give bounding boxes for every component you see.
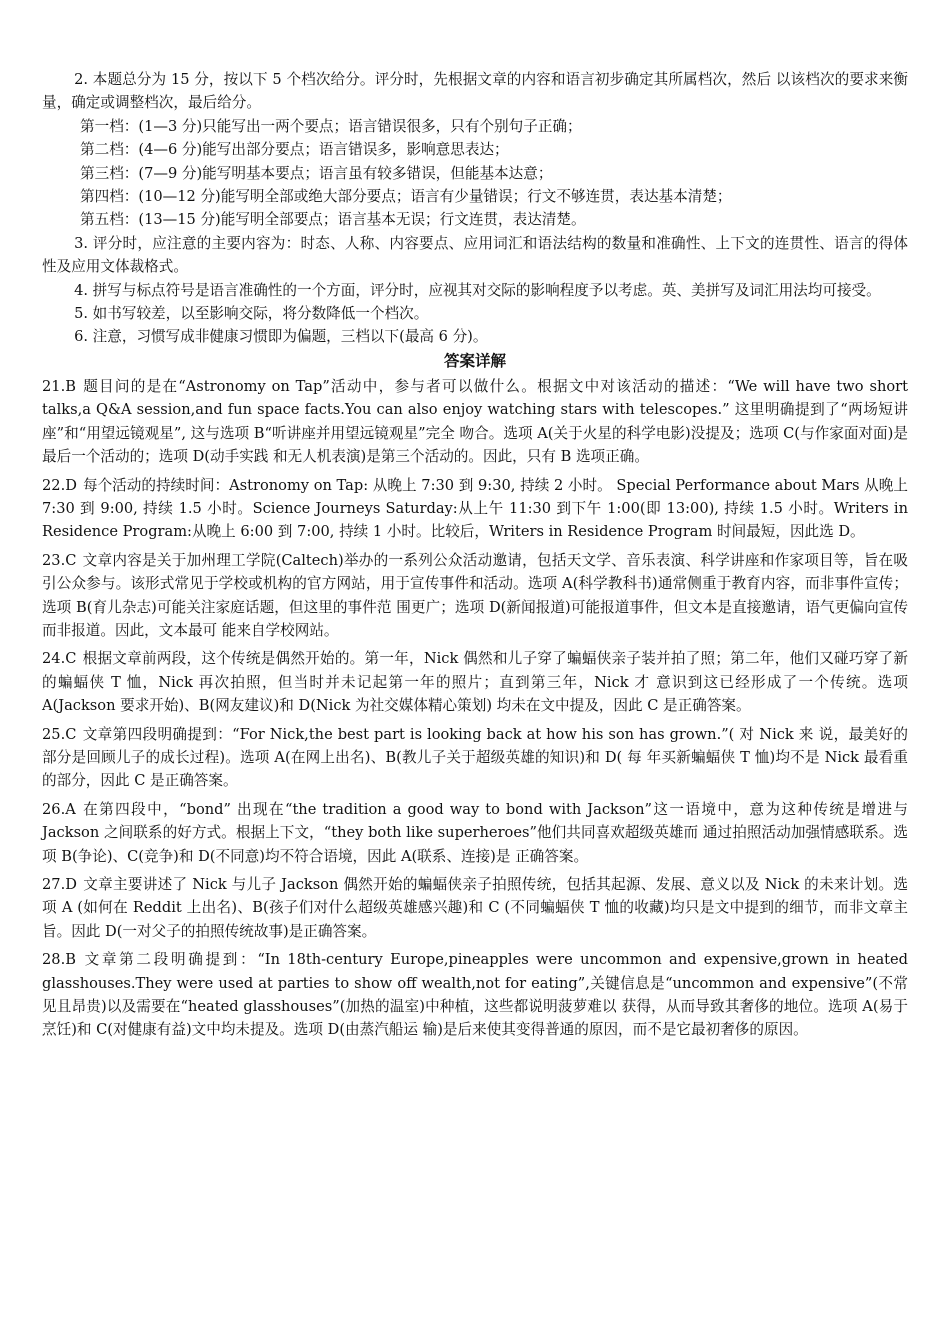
scoring-level-1: 第一档：(1—3 分)只能写出一两个要点；语言错误很多，只有个别句子正确； [80, 117, 582, 135]
answer-number: 26.A [42, 800, 76, 818]
scoring-item-3: 3. 评分时，应注意的主要内容为：时态、人称、内容要点、应用词汇和语法结构的数量和准确性、上下文的连贯性、语言的得体性及应用文体裁格式。 [42, 234, 908, 276]
answers-title: 答案详解 [443, 351, 506, 370]
answer-27 [42, 873, 908, 943]
answer-number: 24.C [42, 650, 77, 668]
answer-explanation: 根据文章前两段，这个传统是偶然开始的。第一年，Nick 偶然和儿子穿了蝙蝠侠亲子装并拍了照；第二年，他们又碰巧穿了新的蝙蝠侠 T 恤，Nick 再次拍照，但当时并未记起第一年的照片；直到第三年，Nick 才 意识到这已经形成了一个传统。选项 A(Jackson 要求开始)、B(网友建议)和 D(Nick 为社交媒体精心策划) 均未在文中提及，因此 C 是正确答案。 [42, 650, 908, 715]
answer-explanation: 题目问的是在“Astronomy on Tap”活动中，参与者可以做什么。根据文中对该活动的描述：“We will have two short talks,a Q&A session,and fun space facts.You can also enjoy watching stars with telescopes.” 这里明确提到了“两场短讲座”和“用望远镜观星”, 这与选项 B“听讲座并用望远镜观星”完全 吻合。选项 A(关于火星的科学电影)没提及；选项 C(与作家面对面)是最后一个活动的；选项 D(动手实践 和无人机表演)是第三个活动的。因此，只有 B 选项正确。 [42, 377, 908, 466]
answer-explanation: 文章主要讲述了 Nick 与儿子 Jackson 偶然开始的蝙蝠侠亲子拍照传统，包括其起源、发展、意义以及 Nick 的未来计划。选项 A (如何在 Reddit 上出名)、B(孩子们对什么超级英雄感兴趣)和 C (不同蝙蝠侠 T 恤的收藏)均只是文中提到的细节，而非文章主旨。因此 D(一对父子的拍照传统故事)是正确答案。 [42, 876, 908, 940]
answer-26 [42, 798, 908, 868]
answer-number: 27.D [42, 876, 77, 893]
scoring-level-5: 第五档：(13—15 分)能写明全部要点；语言基本无误；行文连贯，表达清楚。 [80, 211, 586, 229]
answer-21 [42, 375, 908, 469]
scoring-level-2: 第二档：(4—6 分)能写出部分要点；语言错误多，影响意思表达； [80, 141, 509, 159]
answer-23 [42, 549, 908, 643]
scoring-item-6: 6. 注意，习惯写成非健康习惯即为偏题，三档以下(最高 6 分)。 [74, 328, 488, 346]
answer-number: 21.B [42, 377, 76, 395]
answer-explanation: 在第四段中，“bond” 出现在“the tradition a good way to bond with Jackson”这一语境中，意为这种传统是增进与 Jackson 之间联系的好方式。根据上下文，“they both like superheroes”他们共同喜欢超级英雄而 通过拍照活动加强情感联系。选项 B(争论)、C(竞争)和 D(不同意)均不符合语境，因此 A(联系、连接)是 正确答案。 [42, 800, 908, 865]
answer-number: 25.C [42, 725, 77, 743]
answer-explanation: 每个活动的持续时间：Astronomy on Tap: 从晚上 7:30 到 9:30, 持续 2 小时。 Special Performance about Mars 从晚上 7:30 到 9:00, 持续 1.5 小时。Science Journeys Saturday:从上午 11:30 到下午 1:00(即 13:00), 持续 1.5 小时。Writers in Residence Program:从晚上 6:00 到 7:00, 持续 1 小时。比较后，Writers in Residence Program 时间最短，因此选 D。 [42, 476, 908, 541]
answer-22 [42, 474, 908, 544]
answer-28 [42, 948, 908, 1042]
scoring-item-4: 4. 拼写与标点符号是语言准确性的一个方面，评分时，应视其对交际的影响程度予以考虑。英、美拼写及词汇用法均可接受。 [74, 281, 881, 299]
document-page [42, 68, 908, 1047]
scoring-level-4: 第四档：(10—12 分)能写明全部或绝大部分要点；语言有少量错误；行文不够连贯，表达基本清楚； [80, 188, 732, 206]
answer-explanation: 文章内容是关于加州理工学院(Caltech)举办的一系列公众活动邀请，包括天文学、音乐表演、科学讲座和作家项目等，旨在吸引公众参与。该形式常见于学校或机构的官方网站，用于宣传事件和活动。选项 A(科学教科书)通常侧重于教育内容，而非事件宣传；选项 B(育儿杂志)可能关注家庭话题，但这里的事件范 围更广；选项 D(新闻报道)可能报道事件，但文本是直接邀请，语气更偏向宣传而非报道。因此，文本最可 能来自学校网站。 [42, 551, 908, 639]
answer-explanation: 文章第四段明确提到：“For Nick,the best part is looking back at how his son has grown.”( 对 Nick 来 说，最美好的部分是回顾儿子的成长过程)。选项 A(在网上出名)、B(教儿子关于超级英雄的知识)和 D( 每 年买新蝙蝠侠 T 恤)均不是 Nick 最看重的部分，因此 C 是正确答案。 [42, 725, 908, 790]
scoring-item-2: 2. 本题总分为 15 分，按以下 5 个档次给分。评分时，先根据文章的内容和语言初步确定其所属档次，然后 以该档次的要求来衡量，确定或调整档次，最后给分。 [42, 71, 908, 112]
answer-explanation: 文章第二段明确提到：“In 18th-century Europe,pineapples were uncommon and expensive,grown in heated glasshouses.They were used at parties to show off wealth,not for eating”,关键信息是“uncommon and expensive”(不常见且昂贵)以及需要在“heated glasshouses”(加热的温室)中种植，这些都说明菠萝难以 获得，从而导致其奢侈的地位。选项 A(易于烹饪)和 C(对健康有益)文中均未提及。选项 D(由蒸汽船运 输)是后来使其变得普通的原因，而不是它最初奢侈的原因。 [42, 951, 908, 1039]
answer-number: 28.B [42, 951, 76, 969]
scoring-level-3: 第三档：(7—9 分)能写明基本要点；语言虽有较多错误，但能基本达意； [80, 164, 553, 182]
answer-number: 23.C [42, 551, 77, 569]
scoring-item-5: 5. 如书写较差，以至影响交际，将分数降低一个档次。 [74, 305, 429, 323]
answer-25 [42, 723, 908, 793]
answer-number: 22.D [42, 476, 77, 494]
answer-24 [42, 647, 908, 717]
